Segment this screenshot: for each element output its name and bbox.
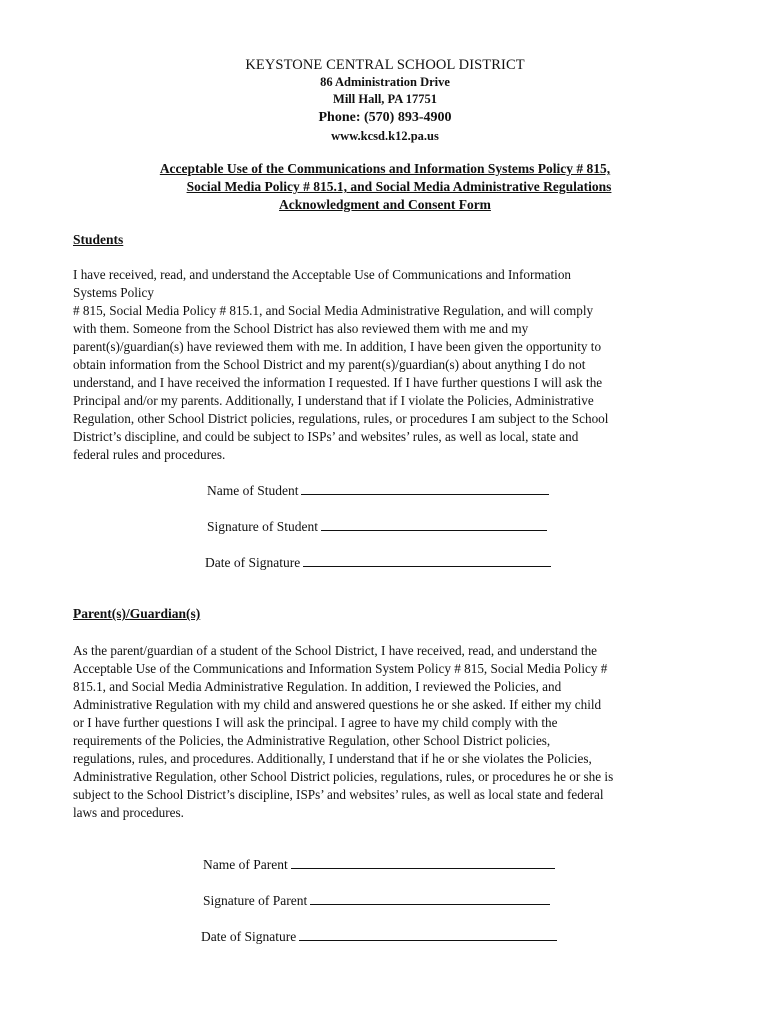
paragraph-line: understand, and I have received the information I requested. If I have further questions I will ask the bbox=[73, 375, 603, 390]
student-signature-label: Signature of Student bbox=[207, 519, 318, 534]
parent-date-label: Date of Signature bbox=[201, 929, 297, 944]
form-title-line-2: Social Media Policy # 815.1, and Social Media Administrative Regulations bbox=[186, 179, 612, 194]
paragraph-line: As the parent/guardian of a student of the School District, I have received, read, and understand the bbox=[73, 643, 598, 658]
district-name: KEYSTONE CENTRAL SCHOOL DISTRICT bbox=[245, 57, 525, 73]
address-line-1: 86 Administration Drive bbox=[320, 75, 450, 89]
paragraph-line: I have received, read, and understand the Acceptable Use of Communications and Information bbox=[73, 267, 572, 282]
parent-signature-field[interactable] bbox=[203, 892, 550, 909]
website: www.kcsd.k12.pa.us bbox=[331, 129, 439, 143]
student-signature-line[interactable] bbox=[321, 518, 547, 531]
parents-paragraph bbox=[73, 642, 693, 822]
paragraph-line: with them. Someone from the School District has also reviewed them with me and my bbox=[73, 321, 529, 336]
paragraph-line: obtain information from the School District and my parent(s)/guardian(s) about anything I do not bbox=[73, 357, 586, 372]
paragraph-line: laws and procedures. bbox=[73, 805, 184, 820]
paragraph-line: Administrative Regulation, other School District policies, regulations, rules, or procedures he or she is bbox=[73, 769, 614, 784]
parent-name-field[interactable] bbox=[203, 856, 555, 873]
paragraph-line: District’s discipline, and could be subject to ISPs’ and websites’ rules, as well as local, state and bbox=[73, 429, 579, 444]
paragraph-line: parent(s)/guardian(s) have reviewed them with me. In addition, I have been given the opportunity to bbox=[73, 339, 602, 354]
parent-name-line[interactable] bbox=[291, 856, 555, 869]
parents-heading: Parent(s)/Guardian(s) bbox=[73, 606, 201, 621]
students-paragraph bbox=[73, 266, 693, 464]
student-name-field[interactable] bbox=[207, 482, 549, 499]
form-title-line-1: Acceptable Use of the Communications and Information Systems Policy # 815, bbox=[159, 161, 611, 176]
paragraph-line: Regulation, other School District policies, regulations, rules, or procedures I am subject to the School bbox=[73, 411, 609, 426]
parent-date-field[interactable] bbox=[201, 928, 557, 945]
paragraph-line: # 815, Social Media Policy # 815.1, and Social Media Administrative Regulation, and will comply bbox=[73, 303, 594, 318]
paragraph-line: subject to the School District’s discipline, ISPs’ and websites’ rules, as well as local state and federal bbox=[73, 787, 604, 802]
student-date-label: Date of Signature bbox=[205, 555, 301, 570]
form-title-line-3: Acknowledgment and Consent Form bbox=[279, 197, 491, 212]
address-line-2: Mill Hall, PA 17751 bbox=[333, 92, 437, 106]
parent-date-line[interactable] bbox=[299, 928, 557, 941]
student-name-label: Name of Student bbox=[207, 483, 299, 498]
student-signature-field[interactable] bbox=[207, 518, 547, 535]
paragraph-line: Principal and/or my parents. Additionally, I understand that if I violate the Policies, Administrative bbox=[73, 393, 594, 408]
student-name-line[interactable] bbox=[301, 482, 549, 495]
paragraph-line: or I have further questions I will ask the principal. I agree to have my child comply with the bbox=[73, 715, 558, 730]
paragraph-line: Administrative Regulation with my child and answered questions he or she asked. If either my child bbox=[73, 697, 602, 712]
paragraph-line: regulations, rules, and procedures. Additionally, I understand that if he or she violates the Policies, bbox=[73, 751, 592, 766]
students-heading: Students bbox=[73, 232, 124, 247]
student-date-line[interactable] bbox=[303, 554, 551, 567]
student-date-field[interactable] bbox=[205, 554, 551, 571]
parent-signature-line[interactable] bbox=[310, 892, 550, 905]
paragraph-line: federal rules and procedures. bbox=[73, 447, 226, 462]
paragraph-line: requirements of the Policies, the Administrative Regulation, other School District policies, bbox=[73, 733, 551, 748]
letterhead bbox=[0, 56, 770, 145]
phone-number: Phone: (570) 893-4900 bbox=[318, 110, 452, 125]
paragraph-line: Systems Policy bbox=[73, 285, 154, 300]
paragraph-line: 815.1, and Social Media Administrative Regulation. In addition, I reviewed the Policies, and bbox=[73, 679, 562, 694]
form-title bbox=[0, 160, 770, 214]
paragraph-line: Acceptable Use of the Communications and Information System Policy # 815, Social Media Policy # bbox=[73, 661, 608, 676]
parent-signature-label: Signature of Parent bbox=[203, 893, 308, 908]
parent-name-label: Name of Parent bbox=[203, 857, 288, 872]
